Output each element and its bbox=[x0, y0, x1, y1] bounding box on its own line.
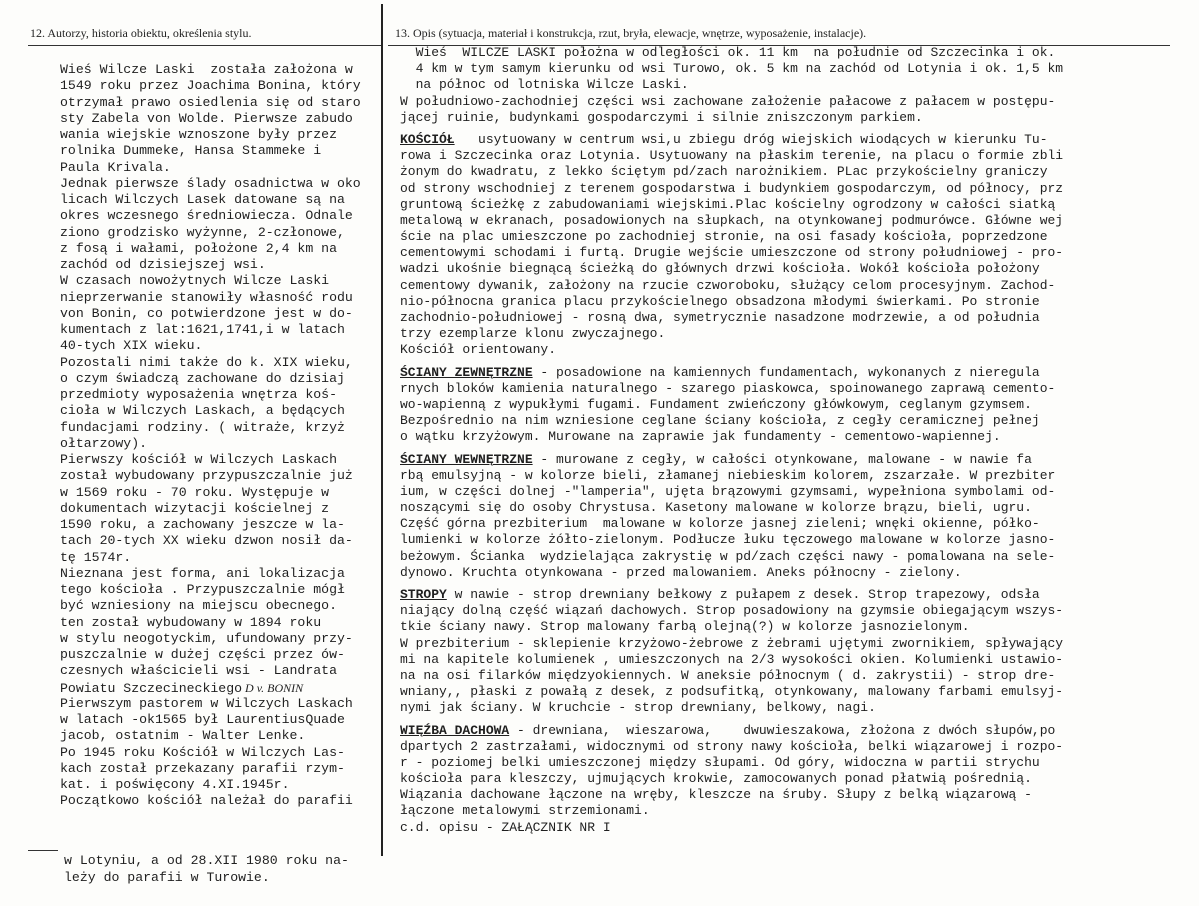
description-line bbox=[400, 132, 1063, 148]
history-line: być wzniesiony na miejscu obecnego. bbox=[60, 598, 337, 614]
history-line: Pierwszym pastorem w Wilczych Laskach bbox=[60, 695, 353, 711]
description-line: jącej ruinie, budynkami gospodarczymi i silnie zniszczonym parkiem. bbox=[400, 109, 923, 125]
description-line: kościoła para kleszczy, ujmujących krokwie, zamocowanych ponad płatwią pośrednią. bbox=[400, 771, 1032, 787]
history-line: Nieznana jest forma, ani lokalizacja bbox=[60, 565, 345, 581]
description-column bbox=[400, 45, 1063, 836]
description-line: trzy ezemplarze klonu zwyczajnego. bbox=[400, 326, 666, 342]
history-line: Wieś Wilcze Laski została założona w bbox=[60, 62, 353, 77]
description-line: lumienki w kolorze żółto-zielonym. Podłucze łuku tęczowego malowane w kolorze jasno- bbox=[400, 532, 1056, 548]
history-line: Pierwszy kościół w Wilczych Laskach bbox=[60, 452, 337, 467]
description-line: nio-północna granica placu przykościelnego obsadzona młodymi świerkami. Po stronie bbox=[400, 293, 1040, 309]
description-line: ium, w części dolnej -"lamperia", ujęta brązowymi gzymsami, wypełniona symbolami od- bbox=[400, 483, 1056, 499]
description-line: żonym do kwadratu, z lekko ściętym pd/zach narożnikiem. PLac przykościelny graniczy bbox=[400, 164, 1048, 180]
description-line: 4 km w tym samym kierunku od wsi Turowo, ok. 5 km na zachód od Lotynia i ok. 1,5 km bbox=[400, 61, 1064, 77]
history-line: o czym świadczą zachowane do dzisiaj bbox=[60, 370, 345, 386]
description-line: cementowymi schodami i furtą. Drugie wejście umieszczone od strony południowej - pro- bbox=[400, 245, 1064, 261]
history-line: kach został przekazany parafii rzym- bbox=[60, 760, 345, 776]
description-line: nymi jak ściany. W kruchcie - strop drewniany, belkowy, nagi. bbox=[400, 700, 876, 716]
description-line: gruntową ścieżkę z zabudowaniami wiejskimi.Plac kościelny ogrodzony w całości siatką bbox=[400, 196, 1056, 212]
history-line: w latach -ok1565 był LaurentiusQuade bbox=[60, 712, 345, 727]
description-line: niający dolną część wiązań dachowych. Strop posadowiony na gzymsie obiegającym wszys- bbox=[400, 603, 1064, 619]
history-line: von Bonin, co potwierdzone jest w do- bbox=[60, 305, 353, 321]
description-line: ście na plac umieszczone po zachodniej stronie, na osi fasady kościoła, poprzedzone bbox=[400, 229, 1048, 245]
column-divider bbox=[381, 4, 383, 856]
history-tail-line-2: leży do parafii w Turowie. bbox=[64, 870, 270, 885]
history-line: Jednak pierwsze ślady osadnictwa w oko bbox=[60, 175, 361, 191]
history-tail-line-1: w Lotyniu, a od 28.XII 1980 roku na- bbox=[64, 853, 349, 868]
description-line: Wieś WILCZE LASKI położna w odległości ok. 11 km na południe od Szczecinka i ok. bbox=[400, 45, 1056, 60]
history-line: ziono grodzisko wyżynne, 2-członowe, bbox=[60, 224, 345, 240]
description-line: wadzi ukośnie biegnącą ścieżką do głównych drzwi kościoła. Wokół kościoła położony bbox=[400, 261, 1040, 277]
description-line: rbą emulsyjną - w kolorze bieli, złamanej niebieskim kolorem, zszarzałe. W prezbiter bbox=[400, 467, 1056, 483]
history-line: otrzymał prawo osiedlenia się od staro bbox=[60, 94, 361, 110]
description-line bbox=[400, 452, 1063, 468]
description-line bbox=[400, 723, 1063, 739]
history-line: jacob, ostatnim - Walter Lenke. bbox=[60, 728, 306, 744]
history-line: nieprzerwanie stanowiły własność rodu bbox=[60, 289, 353, 305]
section-12-header: 12. Autorzy, historia obiektu, określenia stylu. bbox=[30, 26, 252, 40]
history-line: w 1569 roku - 70 roku. Występuje w bbox=[60, 484, 330, 500]
description-line: dpartych 2 zastrzałami, widocznymi od strony nawy kościoła, belki wiązarowej i rozpo- bbox=[400, 738, 1064, 754]
history-line: 1590 roku, a zachowany jeszcze w la- bbox=[60, 517, 345, 532]
description-line: wo-wapienną z wypukłymi fugami. Fundament zwieńczony główkowym, ceglanym gzymsem. bbox=[400, 396, 1032, 412]
history-line: cioła w Wilczych Laskach, a będących bbox=[60, 403, 345, 419]
history-line: licach Wilczych Lasek datowane są na bbox=[60, 192, 345, 207]
section-title: STROPY bbox=[400, 587, 447, 602]
handwritten-annotation: D v. BONIN bbox=[242, 680, 304, 695]
history-line: okres wczesnego średniowiecza. Odnale bbox=[60, 208, 353, 224]
description-line: na północ od lotniska Wilcze Laski. bbox=[400, 77, 689, 93]
description-line: rowa i Szczecinka oraz Lotynia. Usytuowany na płaskim terenie, na placu o formie zbli bbox=[400, 148, 1064, 164]
section-13-header: 13. Opis (sytuacja, materiał i konstrukcja, rzut, bryła, elewacje, wnętrze, wyposażenie, instalacje). bbox=[395, 26, 867, 40]
description-line: c.d. opisu - ZAŁĄCZNIK NR I bbox=[400, 819, 611, 835]
section-text: usytuowany w centrum wsi,u zbiegu dróg wiejskich wiodących w kierunku Tu- bbox=[454, 131, 1048, 147]
section-title: WIĘŹBA DACHOWA bbox=[400, 722, 510, 738]
description-line: rnych bloków kamienia naturalnego - szarego piaskowca, spoinowanego zaprawą cemento- bbox=[400, 380, 1056, 396]
history-line: z fosą i wałami, położone 2,4 km na bbox=[60, 240, 337, 256]
history-line: Powiatu Szczecineckiego D v. BONIN bbox=[60, 680, 304, 696]
section-text: - posadowione na kamiennych fundamentach, wykonanych z nieregula bbox=[532, 364, 1040, 380]
description-line: od strony wschodniej z terenem gospodarstwa i budynkiem gospodarczym, od północy, prz bbox=[400, 180, 1064, 196]
history-line: w stylu neogotyckim, ufundowany przy- bbox=[60, 630, 353, 646]
description-line: mi na kapitele kolumienek , umieszczonych na 2/3 wysokości okien. Kolumienki ustawio- bbox=[400, 651, 1064, 667]
history-line: ten został wybudowany w 1894 roku bbox=[60, 614, 322, 630]
description-line bbox=[400, 587, 1063, 603]
history-line: przedmioty wyposażenia wnętrza koś- bbox=[60, 387, 337, 402]
description-line: Bezpośrednio na nim wzniesione ceglane ściany kościoła, z cegły ceramicznej pełnej bbox=[400, 413, 1040, 429]
history-line: Po 1945 roku Kościół w Wilczych Las- bbox=[60, 744, 345, 760]
history-line: dokumentach wizytacji kościelnej z bbox=[60, 500, 330, 516]
description-line bbox=[400, 365, 1063, 381]
description-line: zachodnio-południowej - rosną dwa, symetrycznie nasadzone modrzewie, a od południa bbox=[400, 310, 1040, 325]
history-line: został wybudowany przypuszczalnie już bbox=[60, 468, 353, 484]
description-line: wniany,, płaski z powałą z desek, z podsufitką, otynkowany, malowany farbami emulsyj- bbox=[400, 684, 1064, 700]
section-title: ŚCIANY WEWNĘTRZNE bbox=[400, 451, 533, 467]
history-line: wania wiejskie wznoszone były przez bbox=[60, 127, 337, 142]
history-line: zachód od dzisiejszej wsi. bbox=[60, 257, 266, 272]
history-line: Początkowo kościół należał do parafii bbox=[60, 793, 353, 809]
description-line: łączone metalowymi strzemionami. bbox=[400, 803, 650, 819]
history-line: fundacjami rodziny. ( witraże, krzyż bbox=[60, 419, 345, 435]
description-line: cementowy dywanik, założony na rzucie czworoboku, służący celom procesyjnym. Zachod- bbox=[400, 277, 1056, 293]
description-line: noszącymi się do osoby Chrystusa. Kasetony malowane w kolorze brązu, bieli, ugru. bbox=[400, 500, 1032, 516]
description-line: Część górna prezbiterium malowane w kolorze jasnej zieleni; wnęki okienne, półko- bbox=[400, 516, 1040, 532]
section-text: w nawie - strop drewniany bełkowy z pułapem z desek. Strop trapezowy, odsła bbox=[446, 587, 1040, 602]
history-line: Pozostali nimi także do k. XIX wieku, bbox=[60, 354, 353, 370]
section-text: - murowane z cegły, w całości otynkowane, malowane - w nawie fa bbox=[532, 451, 1032, 467]
description-line: Kościół orientowany. bbox=[400, 342, 557, 358]
description-line: Wiązania dachowane łączone na wręby, kleszcze na śruby. Słupy z belką wiązarową - bbox=[400, 787, 1032, 803]
history-line: 1549 roku przez Joachima Bonina, który bbox=[60, 78, 361, 94]
history-line: tego kościoła . Przypuszczalnie mógł bbox=[60, 582, 345, 597]
header-rule-left bbox=[28, 45, 383, 46]
history-line: rolnika Dummeke, Hansa Stammeke i bbox=[60, 143, 322, 159]
history-line: sty Zabela von Wolde. Pierwsze zabudo bbox=[60, 110, 353, 126]
history-line: kumentach z lat:1621,1741,i w latach bbox=[60, 322, 345, 337]
footer-rule bbox=[28, 850, 58, 851]
description-line: W południowo-zachodniej części wsi zachowane założenie pałacowe z pałacem w postępu- bbox=[400, 93, 1056, 109]
history-line: ołtarzowy). bbox=[60, 435, 148, 451]
history-line: 40-tych XIX wieku. bbox=[60, 338, 203, 354]
history-line: czesnych właścicieli wsi - Landrata bbox=[60, 663, 337, 679]
history-line: Paula Krivala. bbox=[60, 159, 171, 175]
description-line: r - poziomej belki umieszczonej między słupami. Od góry, widoczna w partii strychu bbox=[400, 754, 1040, 770]
history-line: puszczalnie w dużej części przez ów- bbox=[60, 647, 345, 662]
description-line: beżowym. Ścianka wydzielająca zakrystię w pd/zach części nawy - pomalowana na sele- bbox=[400, 548, 1056, 564]
history-column bbox=[60, 62, 361, 810]
section-title: ŚCIANY ZEWNĘTRZNE bbox=[400, 364, 533, 380]
description-line: o wątku krzyżowym. Murowane na zaprawie jak fundamenty - cementowo-wapiennej. bbox=[400, 429, 1001, 445]
history-line: tę 1574r. bbox=[60, 549, 132, 565]
history-line: tach 20-tych XX wieku dzwon nosił da- bbox=[60, 533, 353, 549]
description-line: W prezbiterium - sklepienie krzyżowo-żebrowe z żebrami ujętymi zwornikiem, spływający bbox=[400, 635, 1064, 651]
history-line: kat. i poświęcony 4.XI.1945r. bbox=[60, 777, 290, 792]
description-line: dynowo. Kruchta otynkowana - przed malowaniem. Aneks północny - zielony. bbox=[400, 564, 962, 580]
description-line: na na osi filarków międzyokiennych. W aneksie północnym ( d. zakrystii) - strop dre- bbox=[400, 667, 1056, 683]
description-line: tkie ściany nawy. Strop malowany farbą olejną(?) w kolorze jasnozielonym. bbox=[400, 619, 970, 635]
section-title: KOŚCIÓŁ bbox=[400, 131, 455, 147]
description-line: metalową w ekranach, posadowionych na słupkach, na otynkowanej podmurówce. Główne wej bbox=[400, 212, 1064, 228]
section-text: - drewniana, wieszarowa, dwuwieszakowa, złożona z dwóch słupów,po bbox=[509, 722, 1056, 738]
history-line: W czasach nowożytnych Wilcze Laski bbox=[60, 273, 330, 289]
